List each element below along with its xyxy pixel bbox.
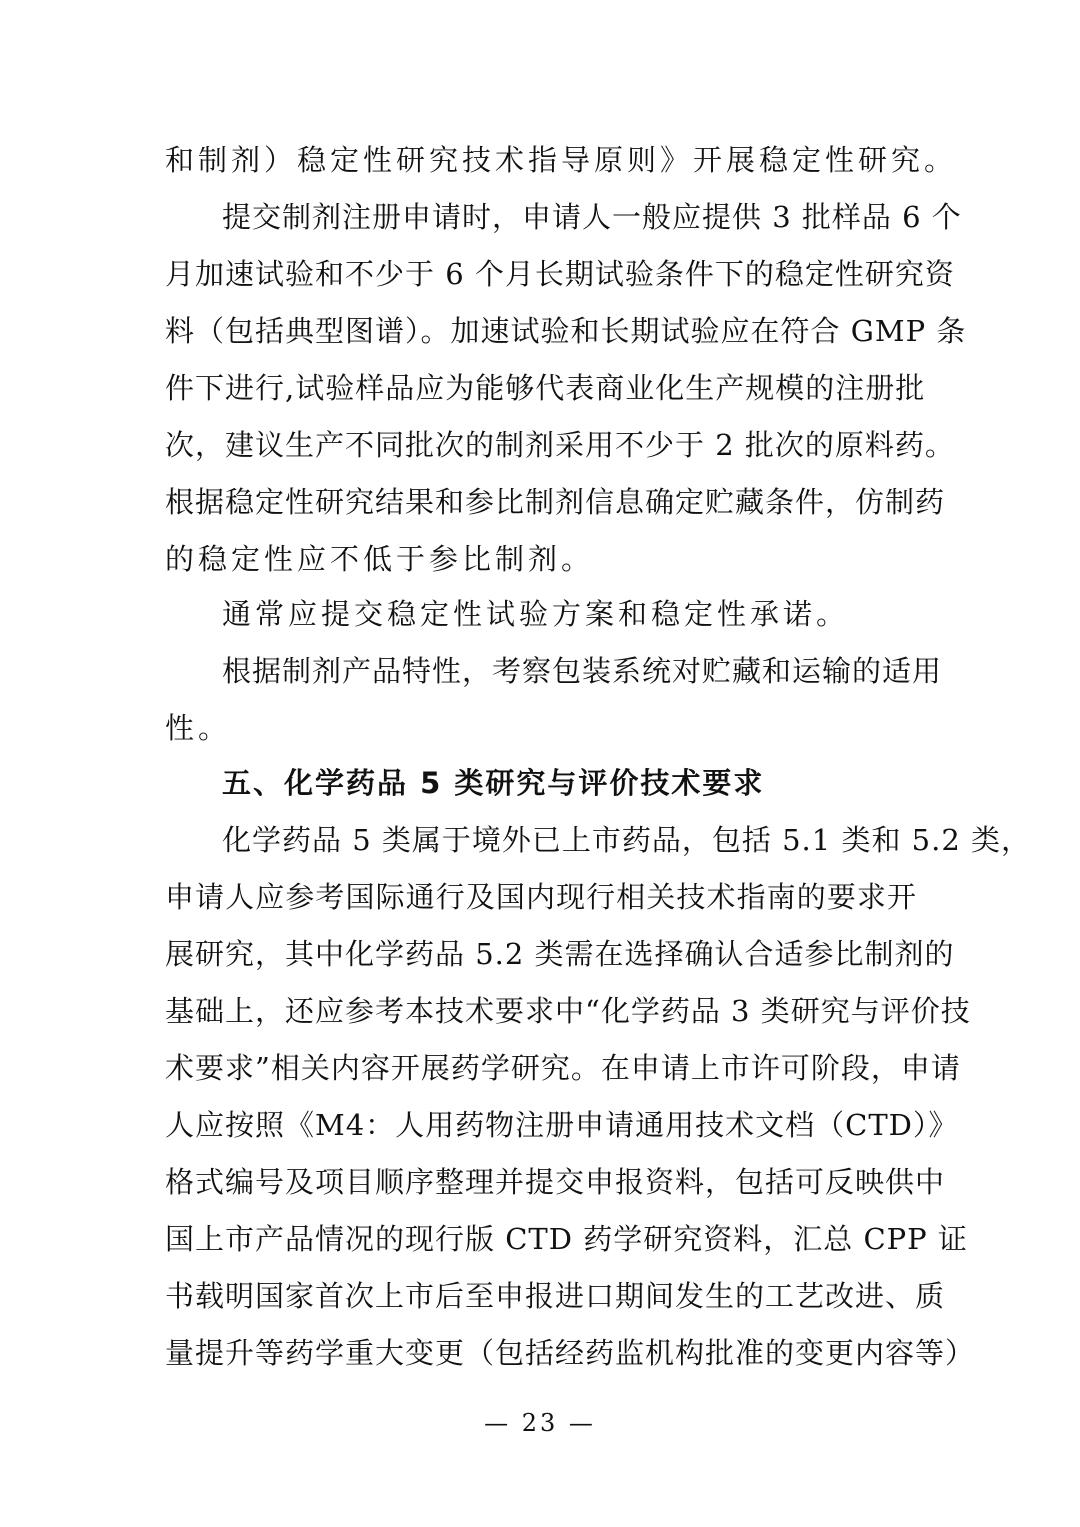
paragraph-line: 国上市产品情况的现行版 CTD 药学研究资料，汇总 CPP 证 xyxy=(165,1222,968,1256)
paragraph-line: 料（包括典型图谱）。加速试验和长期试验应在符合 GMP 条 xyxy=(165,314,967,348)
paragraph-line: 根据稳定性研究结果和参比制剂信息确定贮藏条件，仿制药 xyxy=(165,485,946,519)
paragraph-line: 次，建议生产不同批次的制剂采用不少于 2 批次的原料药。 xyxy=(165,428,955,462)
paragraph-line: 人应按照《M4：人用药物注册申请通用技术文档（CTD）》 xyxy=(165,1108,959,1142)
paragraph-line: 申请人应参考国际通行及国内现行相关技术指南的要求开 xyxy=(165,880,917,914)
paragraph-line: 展研究，其中化学药品 5.2 类需在选择确认合适参比制剂的 xyxy=(165,937,955,971)
paragraph-line: 月加速试验和不少于 6 个月长期试验条件下的稳定性研究资 xyxy=(165,257,955,291)
paragraph-line: 根据制剂产品特性，考察包装系统对贮藏和运输的适用 xyxy=(222,654,943,688)
paragraph-line: 的稳定性应不低于参比制剂。 xyxy=(165,542,595,576)
paragraph-line: 基础上，还应参考本技术要求中“化学药品 3 类研究与评价技 xyxy=(165,994,971,1028)
paragraph-line: 化学药品 5 类属于境外已上市药品，包括 5.1 类和 5.2 类， xyxy=(222,823,1032,857)
paragraph-line: 术要求”相关内容开展药学研究。在申请上市许可阶段，申请 xyxy=(165,1051,961,1085)
paragraph-line: 提交制剂注册申请时，申请人一般应提供 3 批样品 6 个 xyxy=(222,200,962,234)
paragraph-line: 件下进行,试验样品应为能够代表商业化生产规模的注册批 xyxy=(165,371,926,405)
paragraph-line: 格式编号及项目顺序整理并提交申报资料，包括可反映供中 xyxy=(165,1165,946,1199)
paragraph-line: 量提升等药学重大变更（包括经药监机构批准的变更内容等） xyxy=(165,1336,976,1370)
page-number: — 23 — xyxy=(484,1409,596,1437)
paragraph-line: 性。 xyxy=(165,711,232,745)
paragraph-line: 通常应提交稳定性试验方案和稳定性承诺。 xyxy=(222,597,850,631)
paragraph-line: 书载明国家首次上市后至申报进口期间发生的工艺改进、质 xyxy=(165,1279,946,1313)
paragraph-line: 和制剂）稳定性研究技术指导原则》开展稳定性研究。 xyxy=(165,143,958,177)
section-heading: 五、化学药品 5 类研究与评价技术要求 xyxy=(222,766,765,800)
